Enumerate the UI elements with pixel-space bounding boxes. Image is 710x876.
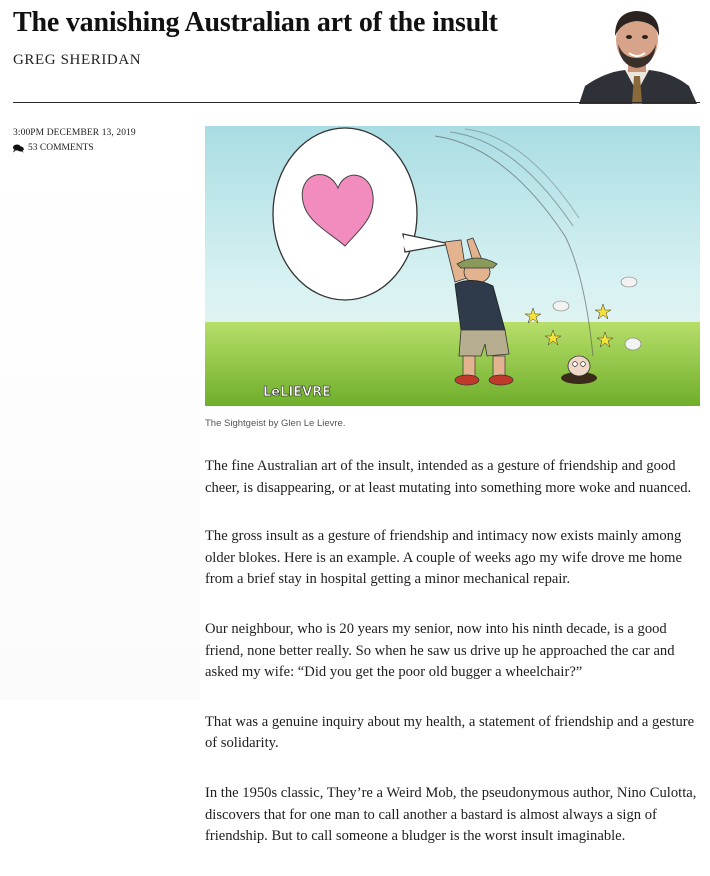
publish-timestamp: 3:00PM DECEMBER 13, 2019 bbox=[13, 128, 136, 138]
paragraph: That was a genuine inquiry about my health, a statement of friendship and a gesture of solidarity. bbox=[205, 713, 695, 752]
article-body bbox=[205, 456, 705, 876]
paragraph: Our neighbour, who is 20 years my senior, now into his ninth decade, is a good friend, none better really. So when he saw us drive up he approached the car and asked my wife: “Did you get the poor old bugger a wheelchair?” bbox=[205, 620, 675, 681]
header-divider bbox=[13, 102, 700, 103]
speech-bubbles-icon bbox=[13, 144, 24, 153]
paragraph: The gross insult as a gesture of friendship and intimacy now exists mainly among older blokes. Here is an example. A couple of weeks ago my wife drove me home from a brief stay in hospital getting a minor mechanical repair. bbox=[205, 528, 682, 588]
article-headline: The vanishing Australian art of the insult bbox=[13, 7, 498, 38]
comments-count[interactable]: 53 COMMENTS bbox=[28, 143, 94, 153]
author-photo bbox=[575, 6, 699, 104]
paragraph: The fine Australian art of the insult, intended as a gesture of friendship and good cheer, is disappearing, or at least mutating into something more woke and nuanced. bbox=[205, 458, 692, 496]
paragraph: In the 1950s classic, They’re a Weird Mob, the pseudonymous author, Nino Culotta, discovers that for one man to call another a bastard is almost always a sign of friendship. But to call someone a bludger is the worst insult imaginable. bbox=[205, 784, 697, 845]
left-column bbox=[0, 150, 200, 700]
article-cartoon[interactable] bbox=[205, 126, 700, 406]
comments-link[interactable] bbox=[13, 143, 136, 153]
author-byline[interactable]: GREG SHERIDAN bbox=[13, 52, 142, 68]
article-meta bbox=[13, 128, 136, 153]
cartoon-caption: The Sightgeist by Glen Le Lievre. bbox=[205, 418, 346, 429]
cartoon-signature: LeLIEVRE bbox=[263, 385, 332, 400]
